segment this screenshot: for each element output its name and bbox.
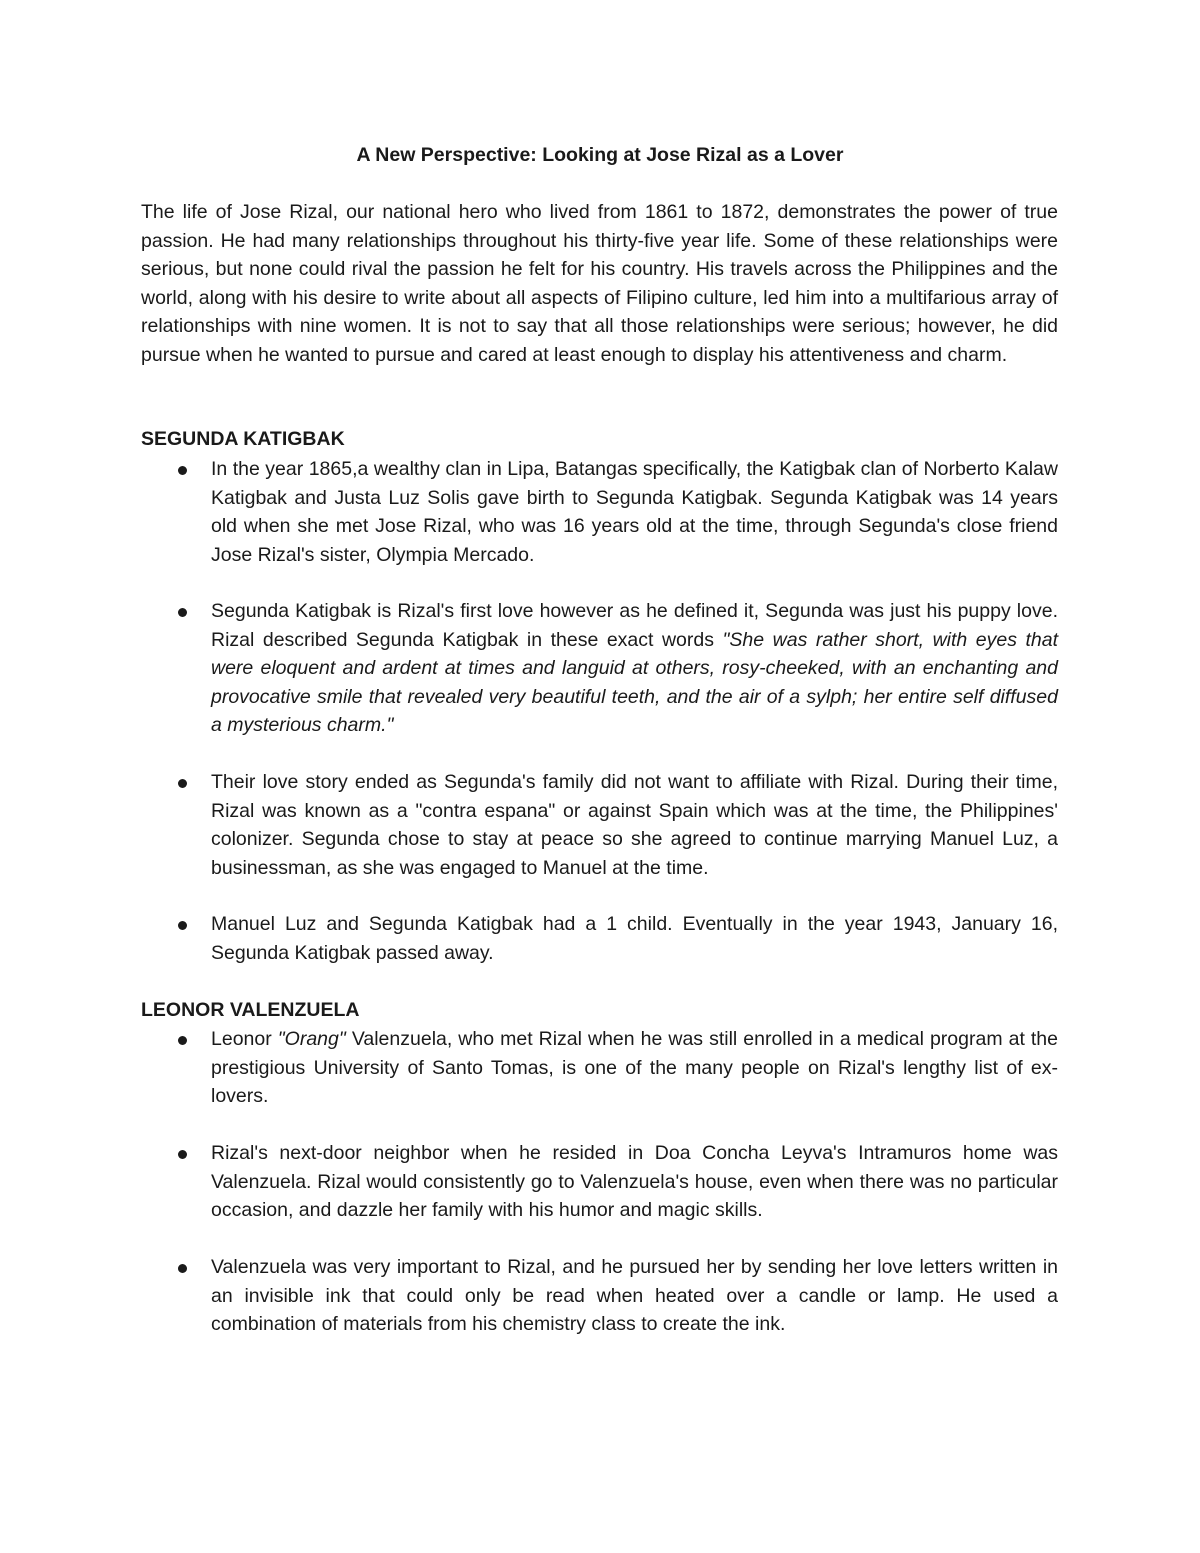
bullet-icon bbox=[178, 779, 187, 788]
list-item-text: Rizal's next-door neighbor when he resided in Doa Concha Leyva's Intramuros home was Valenzuela. Rizal would consistently go to Valenzuela's house, even when there was no particular occasion, and dazzle her family with his humor and magic skills. bbox=[211, 1142, 1058, 1221]
list-item bbox=[141, 455, 1058, 569]
list-item bbox=[141, 1139, 1058, 1225]
bullet-icon bbox=[178, 1150, 187, 1159]
bullet-icon bbox=[178, 608, 187, 617]
list-item-text: Manuel Luz and Segunda Katigbak had a 1 child. Eventually in the year 1943, January 16, Segunda Katigbak passed away. bbox=[211, 913, 1058, 964]
list-item-text bbox=[211, 597, 1058, 740]
list-item bbox=[141, 910, 1058, 967]
bullet-icon bbox=[178, 1036, 187, 1045]
list-item bbox=[141, 1025, 1058, 1111]
list-item bbox=[141, 597, 1058, 740]
list-item-text bbox=[211, 1025, 1058, 1111]
list-item-text-rest: Valenzuela, who met Rizal when he was still enrolled in a medical program at the prestigious University of Santo Tomas, is one of the many people on Rizal's lengthy list of ex-lovers. bbox=[211, 1028, 1058, 1107]
intro-paragraph: The life of Jose Rizal, our national hero who lived from 1861 to 1872, demonstrates the power of true passion. He had many relationships throughout his thirty-five year life. Some of these relationships were serious, but none could rival the passion he felt for his country. His travels across the Philippines and the world, along with his desire to write about all aspects of Filipino culture, led him into a multifarious array of relationships with nine women. It is not to say that all those relationships were serious; however, he did pursue when he wanted to pursue and cared at least enough to display his attentiveness and charm. bbox=[141, 201, 1058, 366]
list-item bbox=[141, 768, 1058, 882]
bullet-icon bbox=[178, 466, 187, 475]
section-heading-segunda: SEGUNDA KATIGBAK bbox=[141, 428, 345, 450]
document-title: A New Perspective: Looking at Jose Rizal as a Lover bbox=[356, 144, 844, 166]
section-heading-leonor: LEONOR VALENZUELA bbox=[141, 999, 360, 1021]
bullet-icon bbox=[178, 921, 187, 930]
list-item-text-lead: Segunda Katigbak is Rizal's first love however as he defined it, Segunda was just his puppy love. Rizal described Segunda Katigbak in these exact words bbox=[211, 600, 1058, 651]
list-item-text: Valenzuela was very important to Rizal, and he pursued her by sending her love letters written in an invisible ink that could only be read when heated over a candle or lamp. He used a combination of materials from his chemistry class to create the ink. bbox=[211, 1256, 1058, 1335]
nickname-text: "Orang" bbox=[277, 1028, 346, 1050]
rizal-quote: "She was rather short, with eyes that were eloquent and ardent at times and languid at others, rosy-cheeked, with an enchanting and provocative smile that revealed very beautiful teeth, and the air of a sylph; her entire self diffused a mysterious charm." bbox=[211, 628, 1058, 736]
list-item-text-lead: Leonor bbox=[211, 1028, 278, 1050]
list-item-text: Their love story ended as Segunda's family did not want to affiliate with Rizal. During their time, Rizal was known as a "contra espana" or against Spain which was at the time, the Philippines' colonizer. Segunda chose to stay at peace so she agreed to continue marrying Manuel Luz, a businessman, as she was engaged to Manuel at the time. bbox=[211, 771, 1058, 879]
list-item-text: In the year 1865,a wealthy clan in Lipa, Batangas specifically, the Katigbak clan of Norberto Kalaw Katigbak and Justa Luz Solis gave birth to Segunda Katigbak. Segunda Katigbak was 14 years old when she met Jose Rizal, who was 16 years old at the time, through Segunda's close friend Jose Rizal's sister, Olympia Mercado. bbox=[211, 458, 1058, 566]
bullet-icon bbox=[178, 1264, 187, 1273]
list-item bbox=[141, 1253, 1058, 1339]
